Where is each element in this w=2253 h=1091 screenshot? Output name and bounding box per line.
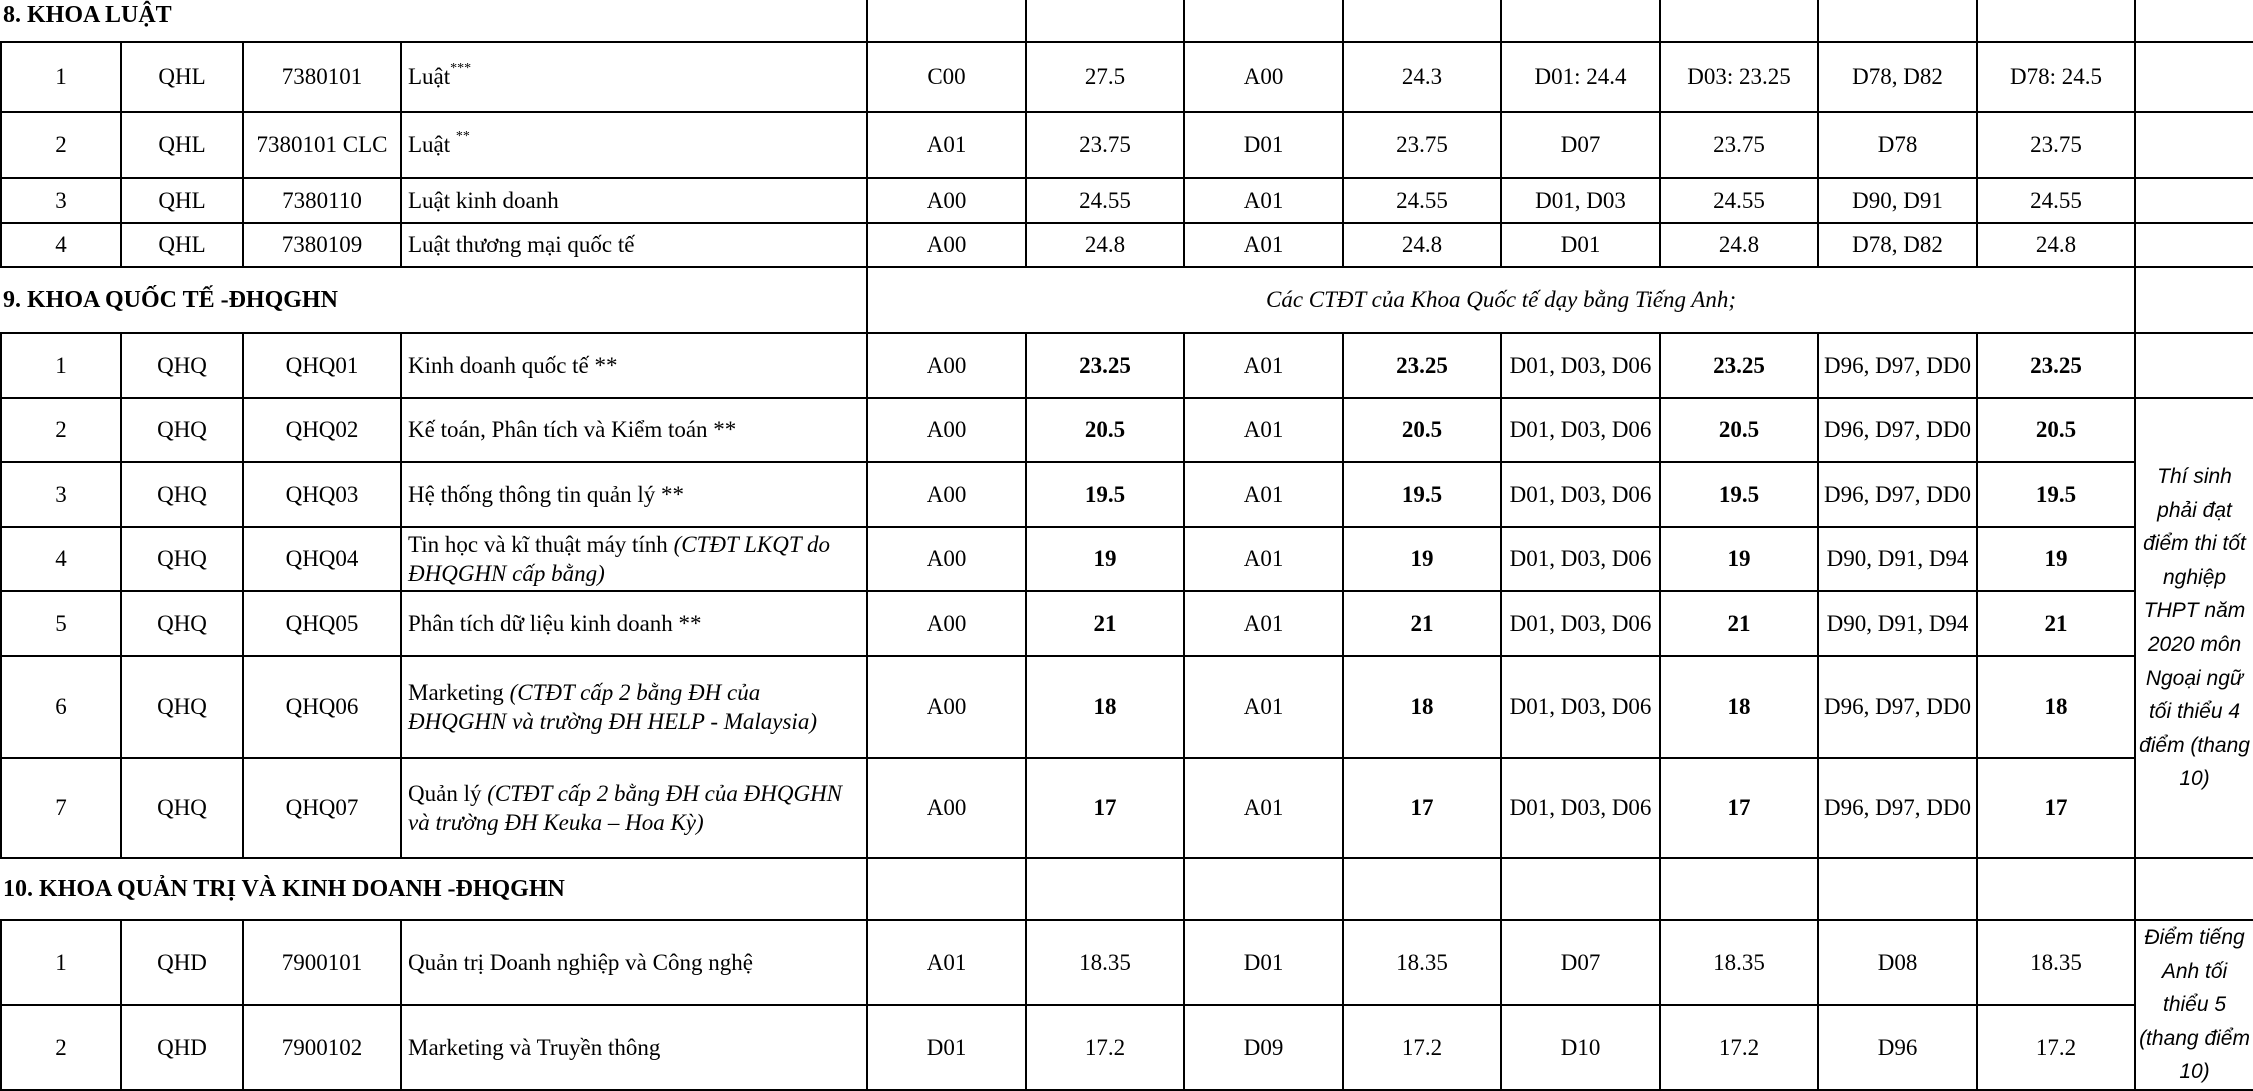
school-code-cell: QHQ	[121, 656, 243, 758]
stt-cell: 5	[1, 591, 121, 656]
major-name: Luật	[408, 64, 451, 90]
score-4-cell: D78: 24.5	[1977, 42, 2135, 112]
score-4-cell: 24.8	[1977, 223, 2135, 267]
major-name-cell: Kế toán, Phân tích và Kiểm toán **	[401, 398, 867, 462]
stt-cell: 4	[1, 223, 121, 267]
school-code-cell: QHL	[121, 42, 243, 112]
combo-1-cell: A00	[867, 758, 1026, 858]
table-row	[1, 527, 2253, 591]
major-code-cell: QHQ06	[243, 656, 401, 758]
combo-2-cell: D01	[1184, 112, 1343, 178]
table-row	[1, 178, 2253, 223]
major-code-cell: 7900101	[243, 920, 401, 1005]
score-2-cell: 23.25	[1343, 333, 1501, 398]
score-1-cell: 17	[1026, 758, 1184, 858]
score-1-cell: 23.75	[1026, 112, 1184, 178]
score-3-cell: 23.25	[1660, 333, 1818, 398]
score-4-cell: 23.25	[1977, 333, 2135, 398]
score-2-cell: 18.35	[1343, 920, 1501, 1005]
section-header-row	[1, 858, 2253, 920]
major-code-cell: QHQ03	[243, 462, 401, 527]
major-name: Marketing	[408, 679, 510, 705]
combo-3-cell: D01, D03, D06	[1501, 398, 1660, 462]
stt-cell: 2	[1, 112, 121, 178]
score-3-cell: 17.2	[1660, 1005, 1818, 1090]
combo-2-cell: A01	[1184, 527, 1343, 591]
table-row	[1, 758, 2253, 858]
combo-1-cell: A00	[867, 178, 1026, 223]
combo-3-cell: D07	[1501, 112, 1660, 178]
major-name-cell	[401, 42, 867, 112]
combo-3-cell: D01, D03, D06	[1501, 758, 1660, 858]
school-code-cell: QHQ	[121, 758, 243, 858]
combo-3-cell: D01: 24.4	[1501, 42, 1660, 112]
score-1-cell: 21	[1026, 591, 1184, 656]
school-code-cell: QHQ	[121, 398, 243, 462]
major-name: Quản lý	[408, 780, 488, 806]
school-code-cell: QHD	[121, 1005, 243, 1090]
footnote-marker: ***	[450, 61, 472, 77]
side-note-ngoai-ngu: Thí sinh phải đạt điểm thi tốt nghiệp THPT năm 2020 môn Ngoại ngữ tối thiểu 4 điểm (thang 10)	[2135, 398, 2253, 858]
major-code-cell: 7380109	[243, 223, 401, 267]
combo-4-cell: D96, D97, DD0	[1818, 462, 1977, 527]
stt-cell: 3	[1, 178, 121, 223]
school-code-cell: QHQ	[121, 591, 243, 656]
combo-4-cell: D96, D97, DD0	[1818, 398, 1977, 462]
school-code-cell: QHQ	[121, 462, 243, 527]
school-code-cell: QHL	[121, 223, 243, 267]
combo-1-cell: A01	[867, 112, 1026, 178]
note-cell	[2135, 112, 2253, 178]
section-header-row	[1, 267, 2253, 333]
score-2-cell: 24.55	[1343, 178, 1501, 223]
score-1-cell: 18.35	[1026, 920, 1184, 1005]
stt-cell: 3	[1, 462, 121, 527]
school-code-cell: QHL	[121, 178, 243, 223]
combo-4-cell: D08	[1818, 920, 1977, 1005]
stt-cell: 1	[1, 42, 121, 112]
note-cell	[2135, 178, 2253, 223]
major-name-cell: Phân tích dữ liệu kinh doanh **	[401, 591, 867, 656]
score-1-cell: 27.5	[1026, 42, 1184, 112]
score-4-cell: 20.5	[1977, 398, 2135, 462]
stt-cell: 1	[1, 920, 121, 1005]
combo-1-cell: A00	[867, 591, 1026, 656]
major-name-cell	[401, 527, 867, 591]
combo-3-cell: D01, D03, D06	[1501, 462, 1660, 527]
score-4-cell: 19.5	[1977, 462, 2135, 527]
combo-3-cell: D01	[1501, 223, 1660, 267]
score-2-cell: 18	[1343, 656, 1501, 758]
major-name-cell: Luật kinh doanh	[401, 178, 867, 223]
major-name-cell: Hệ thống thông tin quản lý **	[401, 462, 867, 527]
table-row	[1, 920, 2253, 1005]
table-row	[1, 656, 2253, 758]
score-3-cell: 23.75	[1660, 112, 1818, 178]
score-1-cell: 23.25	[1026, 333, 1184, 398]
combo-4-cell: D96, D97, DD0	[1818, 758, 1977, 858]
combo-4-cell: D90, D91, D94	[1818, 591, 1977, 656]
table-row	[1, 223, 2253, 267]
section-title-khoa-quan-tri: 10. KHOA QUẢN TRỊ VÀ KINH DOANH -ĐHQGHN	[1, 858, 867, 920]
combo-3-cell: D01, D03, D06	[1501, 591, 1660, 656]
major-code-cell: QHQ04	[243, 527, 401, 591]
school-code-cell: QHQ	[121, 333, 243, 398]
combo-1-cell: A00	[867, 527, 1026, 591]
combo-1-cell: A00	[867, 398, 1026, 462]
major-code-cell: QHQ05	[243, 591, 401, 656]
score-1-cell: 19.5	[1026, 462, 1184, 527]
combo-3-cell: D01, D03, D06	[1501, 527, 1660, 591]
major-code-cell: QHQ07	[243, 758, 401, 858]
score-2-cell: 24.8	[1343, 223, 1501, 267]
combo-4-cell: D96, D97, DD0	[1818, 333, 1977, 398]
combo-1-cell: A01	[867, 920, 1026, 1005]
score-3-cell: 18	[1660, 656, 1818, 758]
school-code-cell: QHQ	[121, 527, 243, 591]
side-note-tieng-anh: Điểm tiếng Anh tối thiểu 5 (thang điểm 10)	[2135, 920, 2253, 1090]
combo-2-cell: A01	[1184, 591, 1343, 656]
score-2-cell: 24.3	[1343, 42, 1501, 112]
score-1-cell: 20.5	[1026, 398, 1184, 462]
score-3-cell: 21	[1660, 591, 1818, 656]
section-title-khoa-luat: 8. KHOA LUẬT	[1, 0, 867, 42]
table-row	[1, 1005, 2253, 1090]
major-name-cell: Marketing và Truyền thông	[401, 1005, 867, 1090]
score-4-cell: 17	[1977, 758, 2135, 858]
major-note: (CTĐT cấp 2 bằng ĐH của ĐHQGHN và trường ĐH Keuka – Hoa Kỳ)	[408, 780, 843, 835]
major-code-cell: 7380110	[243, 178, 401, 223]
score-1-cell: 19	[1026, 527, 1184, 591]
stt-cell: 6	[1, 656, 121, 758]
combo-4-cell: D96	[1818, 1005, 1977, 1090]
combo-2-cell: A01	[1184, 223, 1343, 267]
score-2-cell: 17.2	[1343, 1005, 1501, 1090]
score-3-cell: 17	[1660, 758, 1818, 858]
score-4-cell: 24.55	[1977, 178, 2135, 223]
score-4-cell: 18.35	[1977, 920, 2135, 1005]
combo-2-cell: A00	[1184, 42, 1343, 112]
combo-2-cell: A01	[1184, 462, 1343, 527]
score-2-cell: 20.5	[1343, 398, 1501, 462]
combo-2-cell: A01	[1184, 758, 1343, 858]
combo-2-cell: A01	[1184, 398, 1343, 462]
score-2-cell: 19	[1343, 527, 1501, 591]
footnote-marker: **	[455, 129, 470, 145]
stt-cell: 2	[1, 398, 121, 462]
note-cell	[2135, 223, 2253, 267]
major-name-cell	[401, 758, 867, 858]
stt-cell: 2	[1, 1005, 121, 1090]
combo-4-cell: D96, D97, DD0	[1818, 656, 1977, 758]
combo-3-cell: D01, D03	[1501, 178, 1660, 223]
table-row	[1, 462, 2253, 527]
major-name-cell	[401, 112, 867, 178]
score-1-cell: 18	[1026, 656, 1184, 758]
score-4-cell: 23.75	[1977, 112, 2135, 178]
score-2-cell: 21	[1343, 591, 1501, 656]
note-cell	[2135, 42, 2253, 112]
combo-4-cell: D90, D91	[1818, 178, 1977, 223]
score-3-cell: 20.5	[1660, 398, 1818, 462]
score-2-cell: 23.75	[1343, 112, 1501, 178]
combo-2-cell: D01	[1184, 920, 1343, 1005]
combo-4-cell: D78, D82	[1818, 223, 1977, 267]
combo-4-cell: D78	[1818, 112, 1977, 178]
combo-1-cell: A00	[867, 223, 1026, 267]
stt-cell: 7	[1, 758, 121, 858]
combo-4-cell: D78, D82	[1818, 42, 1977, 112]
section-header-row	[1, 0, 2253, 42]
combo-4-cell: D90, D91, D94	[1818, 527, 1977, 591]
score-2-cell: 17	[1343, 758, 1501, 858]
major-name: Luật	[408, 132, 451, 158]
score-3-cell: 19.5	[1660, 462, 1818, 527]
stt-cell: 4	[1, 527, 121, 591]
section-intro-note: Các CTĐT của Khoa Quốc tế dạy bằng Tiếng Anh;	[867, 267, 2135, 333]
score-4-cell: 19	[1977, 527, 2135, 591]
score-1-cell: 17.2	[1026, 1005, 1184, 1090]
combo-3-cell: D07	[1501, 920, 1660, 1005]
table-body	[1, 0, 2253, 1090]
combo-1-cell: A00	[867, 462, 1026, 527]
major-code-cell: 7900102	[243, 1005, 401, 1090]
major-note: (CTĐT cấp 2 bằng ĐH của ĐHQGHN và trường ĐH HELP - Malaysia)	[408, 679, 817, 734]
major-name-cell	[401, 656, 867, 758]
major-code-cell: QHQ01	[243, 333, 401, 398]
section-title-khoa-quoc-te: 9. KHOA QUỐC TẾ -ĐHQGHN	[1, 267, 867, 333]
table-row	[1, 42, 2253, 112]
combo-2-cell: A01	[1184, 333, 1343, 398]
combo-1-cell: A00	[867, 656, 1026, 758]
combo-1-cell: A00	[867, 333, 1026, 398]
stt-cell: 1	[1, 333, 121, 398]
major-code-cell: 7380101 CLC	[243, 112, 401, 178]
score-3-cell: D03: 23.25	[1660, 42, 1818, 112]
combo-3-cell: D01, D03, D06	[1501, 656, 1660, 758]
table-row	[1, 591, 2253, 656]
score-1-cell: 24.8	[1026, 223, 1184, 267]
score-3-cell: 24.55	[1660, 178, 1818, 223]
major-note: (CTĐT LKQT do ĐHQGHN cấp bằng)	[408, 531, 830, 586]
major-name-cell: Kinh doanh quốc tế **	[401, 333, 867, 398]
score-3-cell: 18.35	[1660, 920, 1818, 1005]
combo-2-cell: D09	[1184, 1005, 1343, 1090]
major-code-cell: QHQ02	[243, 398, 401, 462]
school-code-cell: QHD	[121, 920, 243, 1005]
table-row	[1, 112, 2253, 178]
combo-2-cell: A01	[1184, 178, 1343, 223]
table-row	[1, 398, 2253, 462]
combo-3-cell: D01, D03, D06	[1501, 333, 1660, 398]
combo-1-cell: C00	[867, 42, 1026, 112]
score-4-cell: 17.2	[1977, 1005, 2135, 1090]
table-row	[1, 333, 2253, 398]
score-1-cell: 24.55	[1026, 178, 1184, 223]
combo-2-cell: A01	[1184, 656, 1343, 758]
combo-3-cell: D10	[1501, 1005, 1660, 1090]
score-3-cell: 19	[1660, 527, 1818, 591]
major-code-cell: 7380101	[243, 42, 401, 112]
major-name-cell: Luật thương mại quốc tế	[401, 223, 867, 267]
combo-1-cell: D01	[867, 1005, 1026, 1090]
major-name-cell: Quản trị Doanh nghiệp và Công nghệ	[401, 920, 867, 1005]
score-3-cell: 24.8	[1660, 223, 1818, 267]
major-name: Tin học và kĩ thuật máy tính	[408, 531, 674, 557]
score-2-cell: 19.5	[1343, 462, 1501, 527]
note-cell	[2135, 333, 2253, 398]
score-4-cell: 18	[1977, 656, 2135, 758]
score-4-cell: 21	[1977, 591, 2135, 656]
school-code-cell: QHL	[121, 112, 243, 178]
